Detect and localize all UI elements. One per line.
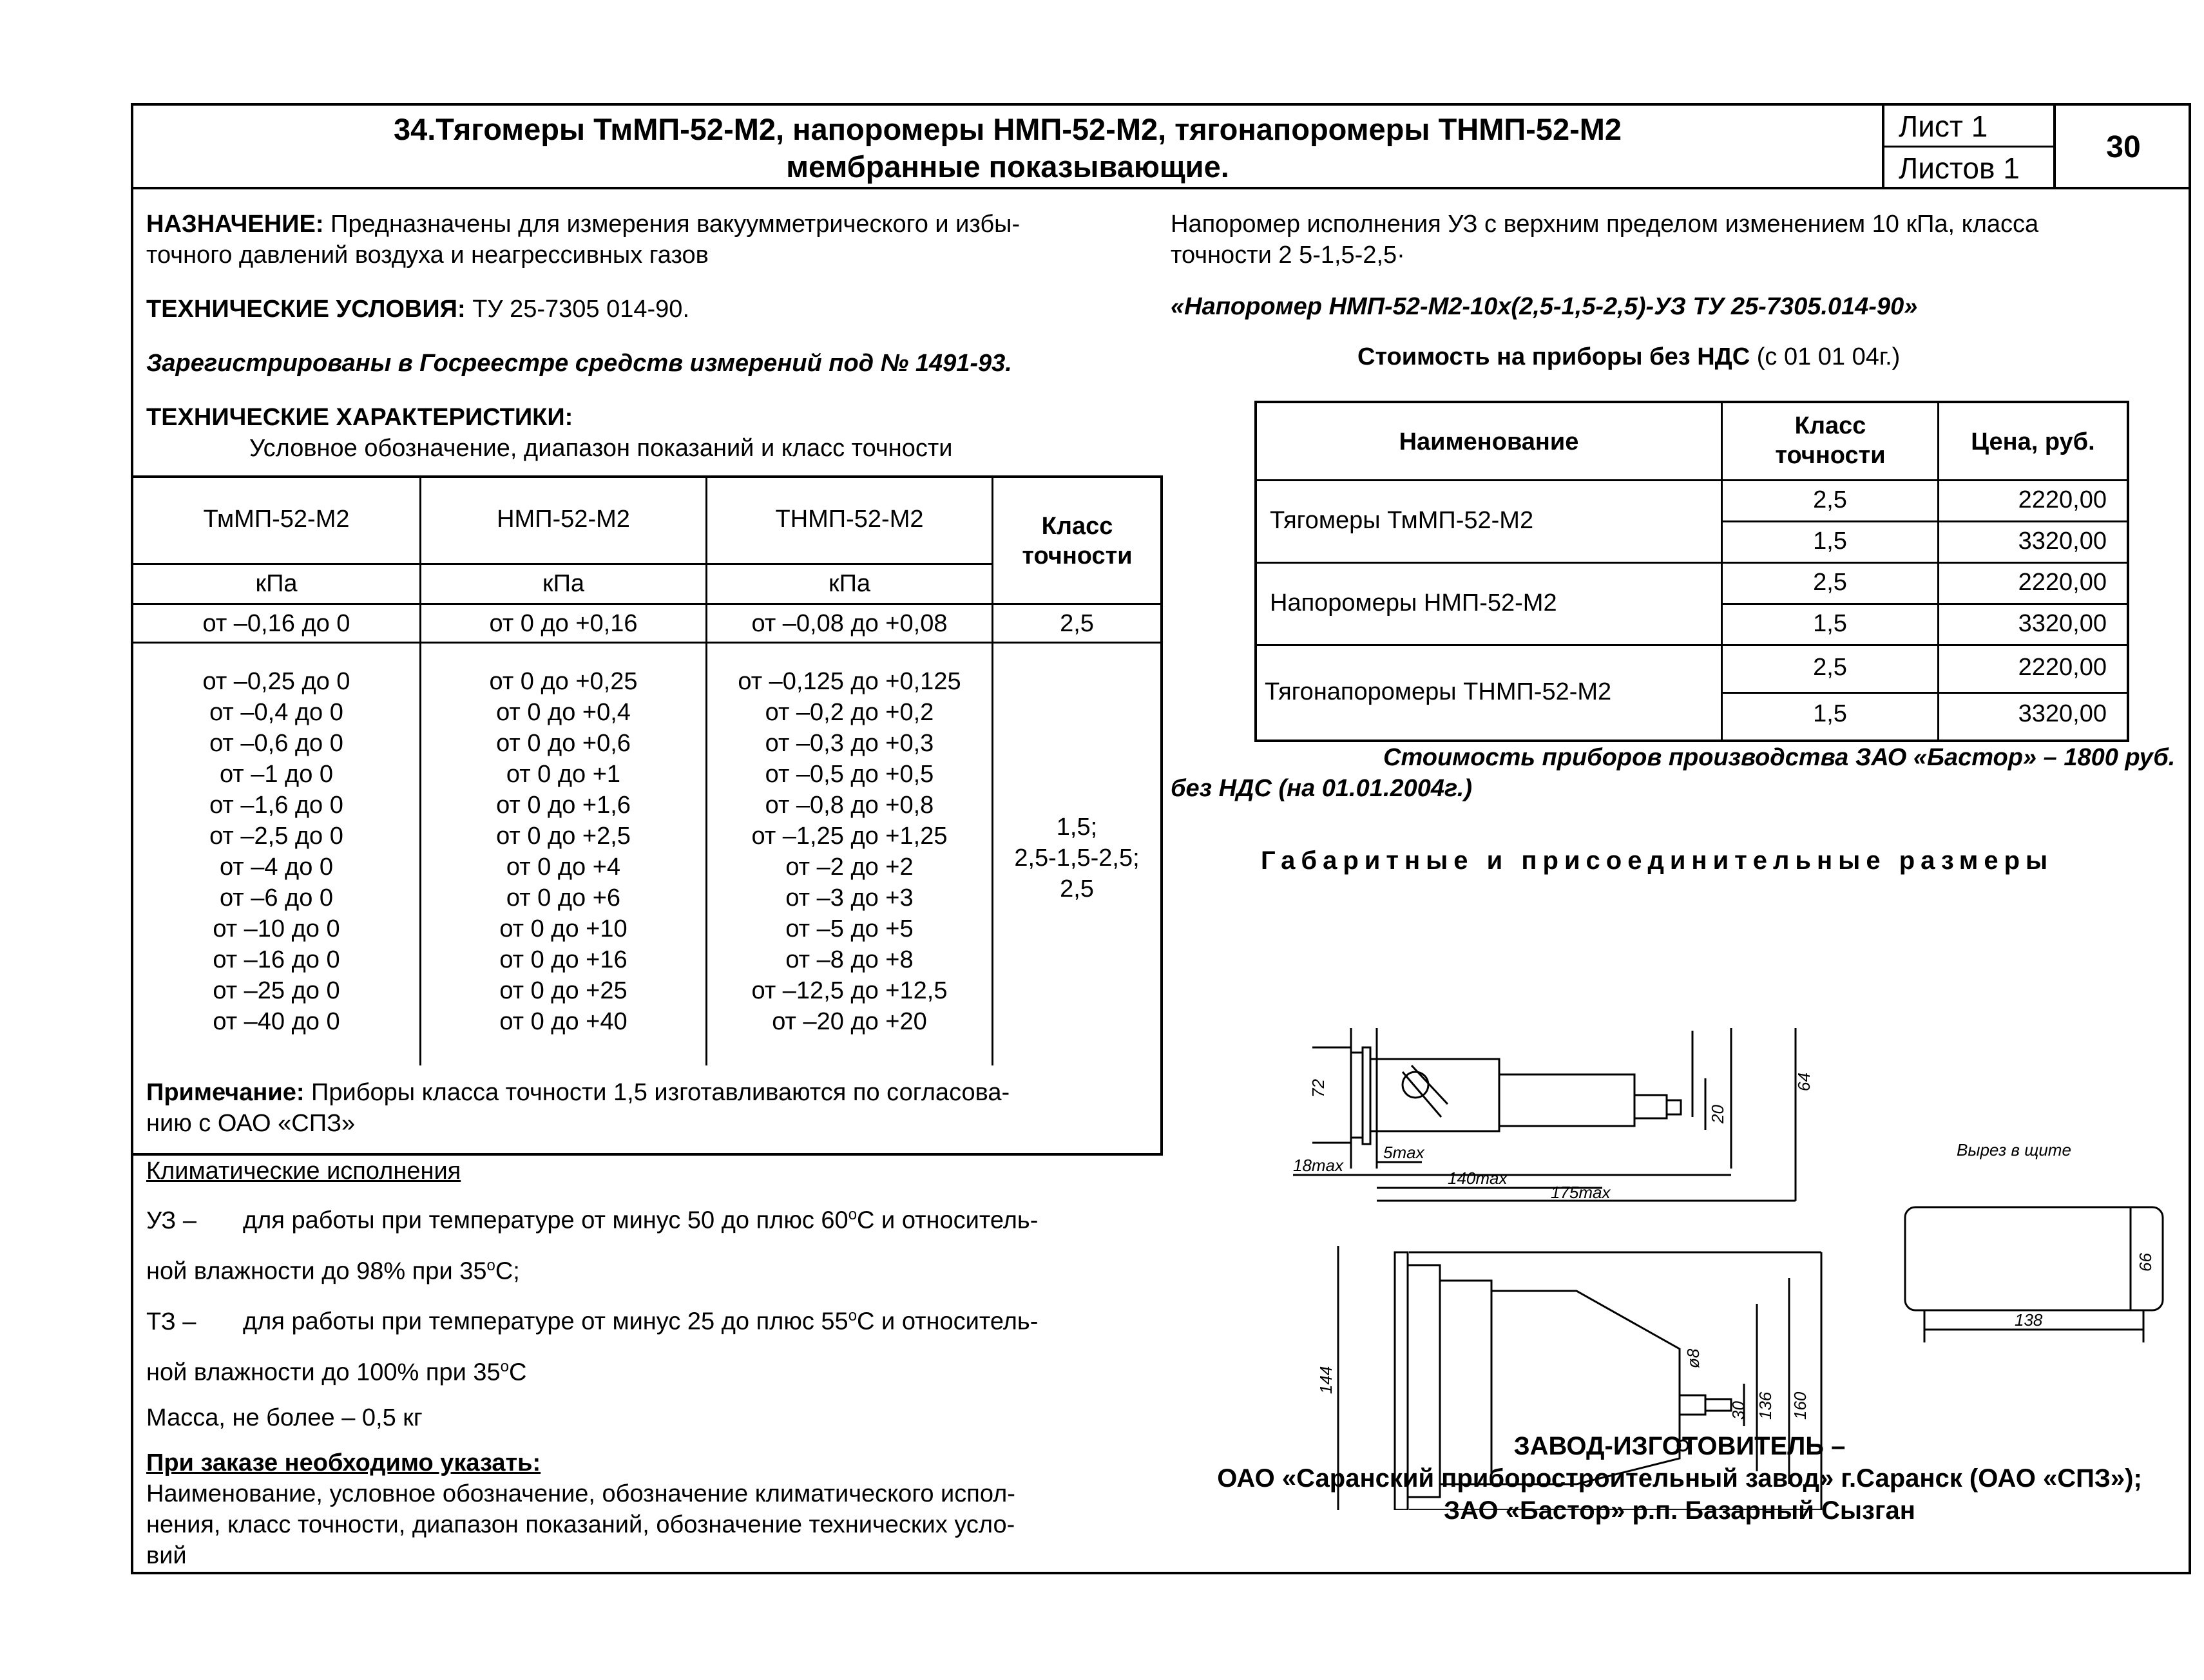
range-cell: от –20 до +20 [772,1008,927,1035]
price-row-class: 2,5 [1813,654,1847,681]
dim-18: 18max [1293,1156,1344,1175]
dim-138: 138 [2015,1310,2043,1330]
range-cell: от 0 до +2,5 [496,823,631,850]
u3-humidity-end: С; [495,1257,520,1285]
climate-title: Климатические исполнения [146,1158,461,1185]
t3-humidity-end: С [509,1359,527,1386]
range-cell: от –40 до 0 [213,1008,340,1035]
range-cell: от –1 до 0 [219,761,334,788]
cutout-label: Вырез в щите [1957,1140,2071,1160]
degree-sign: o [486,1256,495,1274]
class-value: 2,5 [1060,875,1094,902]
t3-text-end: С и относитель- [857,1308,1039,1335]
price-row-class: 1,5 [1813,610,1847,637]
t3-text: для работы при температуре от минус 25 до плюс 55 [243,1308,848,1335]
u3-text: для работы при температуре от минус 50 до плюс 60 [243,1207,848,1234]
range-cell: от 0 до +4 [506,854,621,881]
u3-humidity: ной влажности до 98% при 35 [146,1257,487,1285]
range-cell: от –0,5 до +0,5 [765,761,934,788]
range-cell: от 0 до +0,6 [496,730,631,757]
price-row-name: Напоромеры НМП-52-М2 [1270,589,1557,616]
t3-code: ТЗ – [146,1308,196,1335]
u3-code: УЗ – [146,1207,196,1234]
range-cell: от 0 до +1,6 [496,792,631,819]
range-cell: от 0 до +0,4 [496,699,631,726]
sheet-label: Лист 1 [1884,106,2053,148]
range-cell: от –0,6 до 0 [209,730,343,757]
price-row-class: 1,5 [1813,528,1847,555]
range-cell: от –0,8 до +0,8 [765,792,934,819]
range-cell: от 0 до +6 [506,884,621,912]
maker-line-2: ЗАО «Бастор» р.п. Базарный Сызган [1444,1496,1915,1525]
tech-cond-text: ТУ 25-7305 014-90. [465,296,690,323]
purpose-label: НАЗНАЧЕНИЕ: [146,211,324,238]
dim-20: 20 [1708,1105,1727,1123]
page-number: 30 [2053,106,2191,189]
range-cell: от –0,125 до +0,125 [738,668,961,695]
bastor-price [1171,742,2189,804]
sheet-box [1884,106,2053,189]
ranges-tnmp [707,666,992,1037]
example-text-1: Напоромер исполнения УЗ с верхним пределом изменением 10 кПа, класса [1171,211,2039,238]
class-value: 2,5-1,5-2,5; [1014,845,1140,872]
price-row-name: Тягомеры ТмМП-52-М2 [1270,507,1534,534]
price-title-date: (с 01 01 04г.) [1750,343,1901,370]
class-value: 1,5; [1056,814,1098,841]
maker-title: ЗАВОД-ИЗГОТОВИТЕЛЬ – [1513,1432,1846,1460]
price-row-class: 2,5 [1813,486,1847,513]
price-row-price: 2220,00 [2018,486,2107,513]
tech-cond-label: ТЕХНИЧЕСКИЕ УСЛОВИЯ: [146,296,466,323]
range-cell: от –6 до 0 [219,884,334,912]
maker-line-1: ОАО «Саранский приборостроительный завод» г.Саранск (ОАО «СПЗ»); [1217,1464,2142,1493]
note-text-2: нию с ОАО «СПЗ» [146,1110,356,1137]
page-frame [131,103,2191,1574]
price-title [1357,341,2131,372]
price-row-name: Тягонапоромеры ТНМП-52-М2 [1265,678,1612,705]
price-row-price: 3320,00 [2018,700,2107,727]
bastor-price-2: без НДС (на 01.01.2004г.) [1171,775,1472,802]
mass-text: Масса, не более – 0,5 кг [146,1404,423,1431]
range-cell: от –10 до 0 [213,915,340,942]
price-header-price: Цена, руб. [1971,428,2095,455]
ranges-nmp [421,666,705,1037]
price-header-name: Наименование [1399,428,1579,455]
manufacturer-block [1164,1430,2195,1527]
tech-char-subheading: Условное обозначение, диапазон показаний и класс точности [249,435,953,462]
range-cell: от –0,3 до +0,3 [765,730,934,757]
order-text-1: Наименование, условное обозначение, обозначение климатического испол- [146,1480,1015,1507]
order-text-3: вий [146,1542,187,1569]
registry-note: Зарегистрированы в Госреестре средств измерений под № 1491-93. [146,350,1012,377]
order-text-2: нения, класс точности, диапазон показаний, обозначение технических усло- [146,1511,1015,1538]
range-cell: от –16 до 0 [213,946,340,973]
range-cell: от –0,25 до 0 [202,668,350,695]
row1-tnmp: от –0,08 до +0,08 [751,610,948,637]
tech-conditions [146,294,1241,325]
price-row-price: 3320,00 [2018,610,2107,637]
example-order: «Напоромер НМП-52-М2-10х(2,5-1,5-2,5)-УЗ ТУ 25-7305.014-90» [1171,293,1918,320]
dim-8: ø8 [1683,1348,1703,1368]
range-cell: от –5 до +5 [785,915,914,942]
range-cell: от –3 до +3 [785,884,914,912]
u3-text-end: С и относитель- [857,1207,1039,1234]
order-title: При заказе необходимо указать: [146,1449,541,1476]
title-line-2: мембранные показывающие. [786,149,1229,184]
header-tnmp: ТНМП-52-М2 [775,506,924,533]
dim-140: 140max [1448,1169,1508,1188]
price-row-price: 2220,00 [2018,654,2107,681]
note-text-1: Приборы класса точности 1,5 изготавливаются по согласова- [304,1079,1010,1106]
dim-160: 160 [1790,1391,1810,1420]
dim-136: 136 [1756,1391,1775,1420]
sheets-label: Листов 1 [1899,151,2020,185]
row1-nmp: от 0 до +0,16 [489,610,638,637]
dim-66: 66 [2136,1253,2155,1272]
range-cell: от –12,5 до +12,5 [751,977,948,1004]
range-cell: от 0 до +25 [499,977,628,1004]
price-row-class: 2,5 [1813,569,1847,596]
title-line-1: 34.Тягомеры ТмМП-52-М2, напоромеры НМП-52-М2, тягонапоромеры ТНМП-52-М2 [393,112,1622,146]
range-cell: от –2 до +2 [785,854,914,881]
dim-30: 30 [1729,1401,1748,1420]
dimension-drawing [1254,904,2189,1510]
dim-175: 175max [1551,1183,1611,1202]
header-class: Класс точности [1022,513,1133,569]
dim-144: 144 [1316,1366,1336,1394]
climate-block [146,1156,1241,1571]
range-cell: от –0,2 до +0,2 [765,699,934,726]
example-text-2: точности 2 5-1,5-2,5· [1171,242,1405,269]
purpose-text-1: Предназначены для измерения вакуумметрического и избы- [323,211,1021,238]
degree-sign: o [500,1357,509,1375]
range-cell: от 0 до +16 [499,946,628,973]
range-cell: от –0,4 до 0 [209,699,343,726]
range-cell: от –8 до +8 [785,946,914,973]
ranges-table [131,475,1163,1156]
ranges-tmmp [133,666,419,1037]
purpose-block [146,209,1241,271]
range-cell: от 0 до +1 [506,761,621,788]
tech-char-block [146,402,1241,464]
bastor-price-1: Стоимость приборов производства ЗАО «Бастор» – 1800 руб. [1383,744,2176,771]
range-cell: от –25 до 0 [213,977,340,1004]
t3-humidity: ной влажности до 100% при 35 [146,1359,501,1386]
dim-64: 64 [1794,1073,1814,1091]
price-row-price: 3320,00 [2018,528,2107,555]
purpose-text-2: точного давлений воздуха и неагрессивных газов [146,242,709,269]
header-tmmp: ТмМП-52-М2 [203,506,350,533]
header-nmp: НМП-52-М2 [497,506,630,533]
range-cell: от –2,5 до 0 [209,823,343,850]
page-title [133,106,1884,189]
note-label: Примечание: [146,1079,305,1106]
price-header-class: Класс точности [1775,412,1886,469]
unit-tmmp: кПа [255,570,298,597]
range-cell: от –1,6 до 0 [209,792,343,819]
dims-title: Габаритные и присоединительные размеры [1261,846,2054,875]
row1-tmmp: от –0,16 до 0 [202,610,350,637]
unit-tnmp: кПа [828,570,871,597]
range-cell: от 0 до +10 [499,915,628,942]
unit-nmp: кПа [542,570,585,597]
range-cell: от 0 до +0,25 [489,668,638,695]
dim-72: 72 [1308,1079,1328,1098]
row1-class: 2,5 [1060,610,1094,637]
dim-5: 5max [1383,1143,1424,1162]
range-cell: от –1,25 до +1,25 [751,823,948,850]
degree-sign: o [848,1206,858,1223]
price-row-class: 1,5 [1813,700,1847,727]
range-cell: от 0 до +40 [499,1008,628,1035]
tech-char-heading: ТЕХНИЧЕСКИЕ ХАРАКТЕРИСТИКИ: [146,404,573,431]
example-block [1171,209,2182,271]
price-table [1254,401,2129,742]
price-title-bold: Стоимость на приборы без НДС [1357,343,1750,370]
degree-sign: o [848,1307,858,1325]
range-cell: от –4 до 0 [219,854,334,881]
price-row-price: 2220,00 [2018,569,2107,596]
table-note [146,1077,1151,1139]
ranges-class [993,812,1160,904]
